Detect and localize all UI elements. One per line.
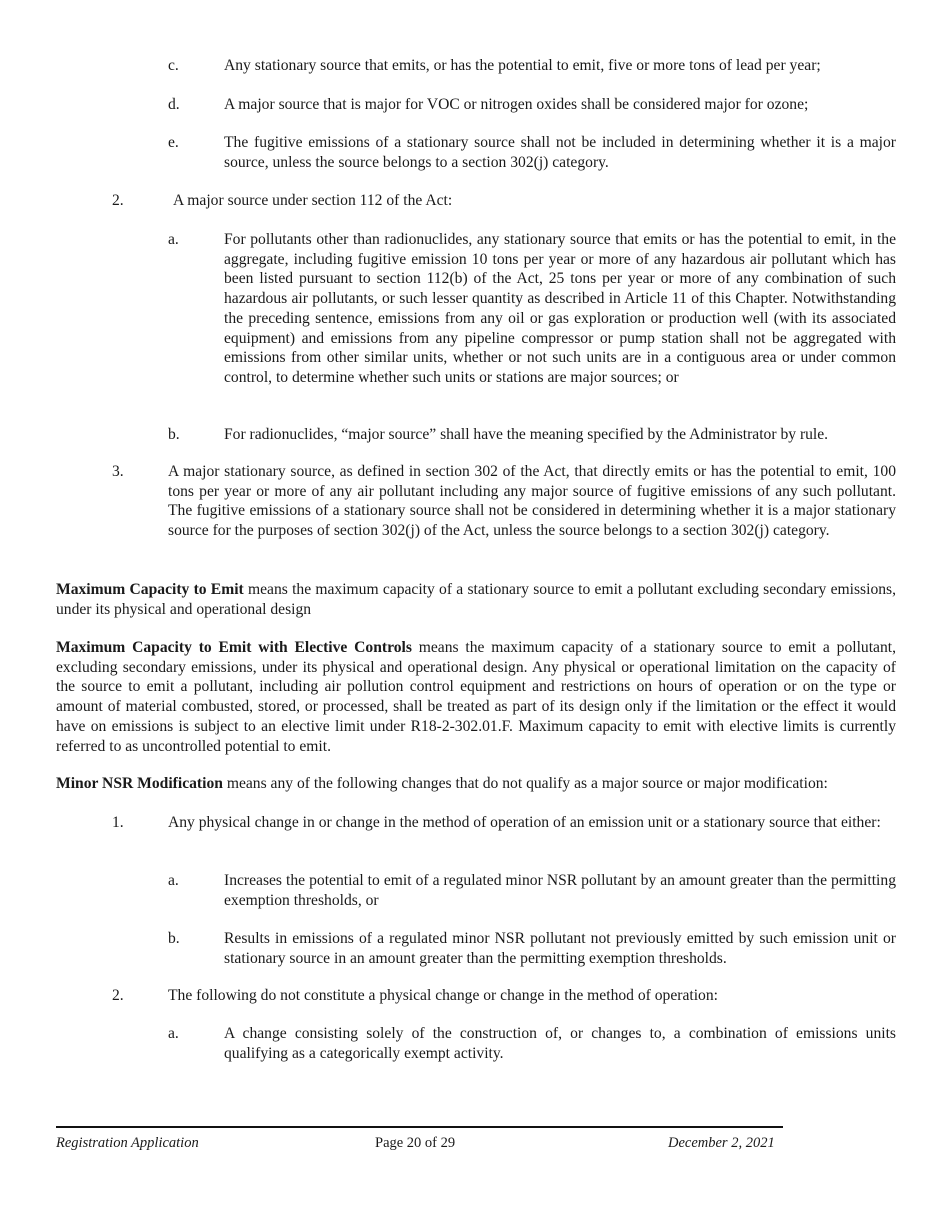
- list-item-e: The fugitive emissions of a stationary source shall not be included in determining whether it is a major source, unless the source belongs to a section 302(j) category.: [224, 134, 896, 171]
- definition-term: Maximum Capacity to Emit with Elective Controls: [56, 639, 412, 656]
- list-label-minor-2: 2.: [112, 987, 124, 1004]
- definition-minor-nsr: [56, 774, 896, 794]
- list-label-minor-1: 1.: [112, 814, 124, 831]
- definition-text: means the maximum capacity of a stationary source to emit a pollutant excluding secondary emissions, under its physical and operational design: [56, 581, 896, 618]
- list-label-d: d.: [168, 96, 180, 113]
- definition-term: Maximum Capacity to Emit: [56, 581, 244, 598]
- list-item-2b: For radionuclides, “major source” shall have the meaning specified by the Administrator by rule.: [224, 426, 829, 443]
- list-label-c: c.: [168, 57, 179, 74]
- definition-max-capacity: [56, 580, 896, 619]
- definition-text: means any of the following changes that do not qualify as a major source or major modification:: [222, 775, 828, 792]
- list-item-3: A major stationary source, as defined in section 302 of the Act, that directly emits or has the potential to emit, 100 tons per year or more of any air pollutant including any major source of fugitive emissions of any such pollutant. The fugitive emissions of a stationary source shall not be considered in determining whether it is a major stationary source for the purposes of section 302(j) of the Act, unless the source belongs to a section 302(j) category.: [168, 463, 896, 540]
- list-label-minor-1a: a.: [168, 872, 179, 889]
- definition-max-capacity-elective: [56, 638, 896, 756]
- list-item-d: A major source that is major for VOC or nitrogen oxides shall be considered major for ozone;: [224, 96, 809, 113]
- list-item-minor-2: The following do not constitute a physical change or change in the method of operation:: [168, 987, 718, 1004]
- footer-page-number: Page 20 of 29: [375, 1135, 456, 1151]
- list-label-e: e.: [168, 134, 179, 151]
- list-item-minor-1a: Increases the potential to emit of a regulated minor NSR pollutant by an amount greater than the permitting exemption thresholds, or: [224, 872, 896, 909]
- footer-date: December 2, 2021: [668, 1135, 775, 1151]
- definition-text: means the maximum capacity of a stationary source to emit a pollutant, excluding secondary emissions, under its physical and operational design. Any physical or operational limitation on the capacity of the source to emit a pollutant, including air pollution control equipment and restrictions on hours of operation or on the type or amount of material combusted, stored, or processed, shall be treated as part of its design only if the limitation or the effect it would have on emissions is subject to an elective limit under R18-2-302.01.F. Maximum capacity to emit with elective limits is currently referred to as uncontrolled potential to emit.: [56, 639, 896, 755]
- list-item-minor-1: Any physical change in or change in the method of operation of an emission unit or a stationary source that either:: [168, 814, 881, 831]
- list-item-2: A major source under section 112 of the Act:: [173, 192, 453, 209]
- list-item-2a: For pollutants other than radionuclides, any stationary source that emits or has the potential to emit, in the aggregate, including fugitive emission 10 tons per year or more of any hazardous air pollutant which has been listed pursuant to section 112(b) of the Act, 25 tons per year or more of any combination of such hazardous air pollutants, or such lesser quantity as described in Article 11 of this Chapter. Notwithstanding the preceding sentence, emissions from any oil or gas exploration or production well (with its associated equipment) and emissions from any pipeline compressor or pump station shall not be aggregated with emissions from other similar units, whether or not such units are in a contiguous area or under common control, to determine whether such units or stations are major sources; or: [224, 231, 896, 386]
- list-label-2: 2.: [112, 192, 124, 209]
- list-item-c: Any stationary source that emits, or has the potential to emit, five or more tons of lead per year;: [224, 57, 821, 74]
- list-label-2b: b.: [168, 426, 180, 443]
- list-item-minor-1b: Results in emissions of a regulated minor NSR pollutant not previously emitted by such emission unit or stationary source in an amount greater than the permitting exemption thresholds.: [224, 930, 896, 967]
- footer-document-title: Registration Application: [56, 1135, 199, 1151]
- list-label-minor-1b: b.: [168, 930, 180, 947]
- definition-term: Minor NSR Modification: [56, 775, 223, 792]
- list-label-3: 3.: [112, 463, 124, 480]
- list-label-2a: a.: [168, 231, 179, 248]
- list-item-minor-2a: A change consisting solely of the construction of, or changes to, a combination of emissions units qualifying as a categorically exempt activity.: [224, 1025, 896, 1062]
- footer-rule: [56, 1126, 783, 1128]
- list-label-minor-2a: a.: [168, 1025, 179, 1042]
